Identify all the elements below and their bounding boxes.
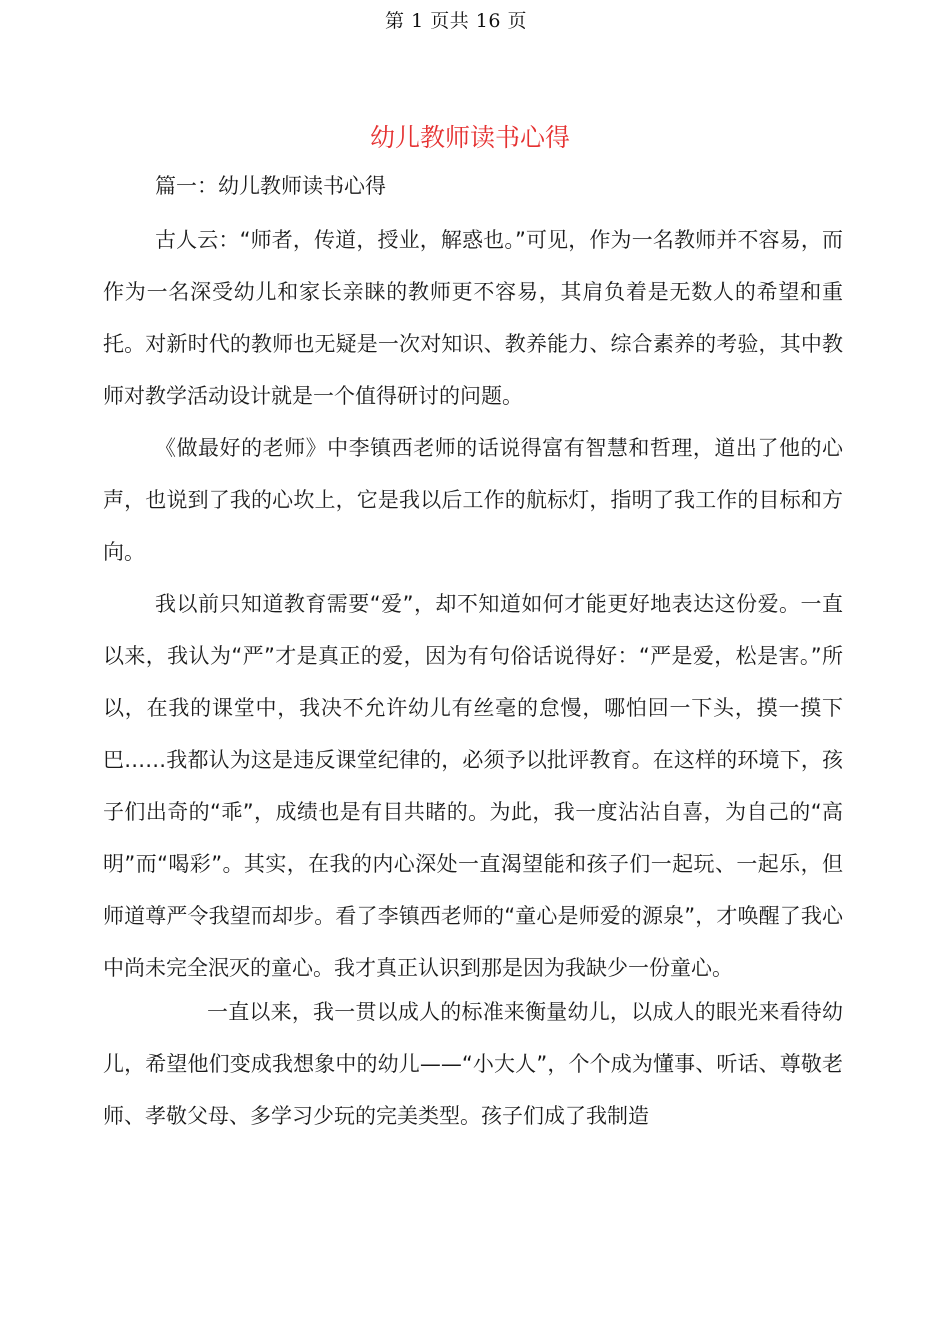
- paragraph-3: 我以前只知道教育需要“爱”，却不知道如何才能更好地表达这份爱。一直以来，我认为“严”才是真正的爱，因为有句俗话说得好：“严是爱，松是害。”所以，在我的课堂中，我决不允许幼儿有丝毫的怠慢，哪怕回一下头，摸一摸下巴……我都认为这是违反课堂纪律的，必须予以批评教育。在这样的环境下，孩子们出奇的“乖”，成绩也是有目共睹的。为此，我一度沾沾自喜，为自己的“高明”而“喝彩”。其实，在我的内心深处一直渴望能和孩子们一起玩、一起乐，但师道尊严令我望而却步。看了李镇西老师的“童心是师爱的源泉”，才唤醒了我心中尚未完全泯灭的童心。我才真正认识到那是因为我缺少一份童心。: [103, 592, 843, 980]
- paragraph-2: 《做最好的老师》中李镇西老师的话说得富有智慧和哲理，道出了他的心声，也说到了我的心坎上，它是我以后工作的航标灯，指明了我工作的目标和方向。: [103, 436, 843, 564]
- paragraph-4: 一直以来，我一贯以成人的标准来衡量幼儿，以成人的眼光来看待幼儿，希望他们变成我想象中的幼儿——“小大人”，个个成为懂事、听话、尊敬老师、孝敬父母、多学习少玩的完美类型。孩子们成了我制造: [103, 1000, 843, 1128]
- page-number-header: 第 1 页共 16 页: [385, 10, 527, 32]
- paragraph-1: 古人云：“师者，传道，授业，解惑也。”可见，作为一名教师并不容易，而作为一名深受幼儿和家长亲睐的教师更不容易，其肩负着是无数人的希望和重托。对新时代的教师也无疑是一次对知识、教养能力、综合素养的考验，其中教师对教学活动设计就是一个值得研讨的问题。: [103, 228, 843, 408]
- document-title: 幼儿教师读书心得: [369, 123, 570, 152]
- document-body: [103, 168, 843, 1142]
- section-heading: 篇一：幼儿教师读书心得: [155, 174, 386, 198]
